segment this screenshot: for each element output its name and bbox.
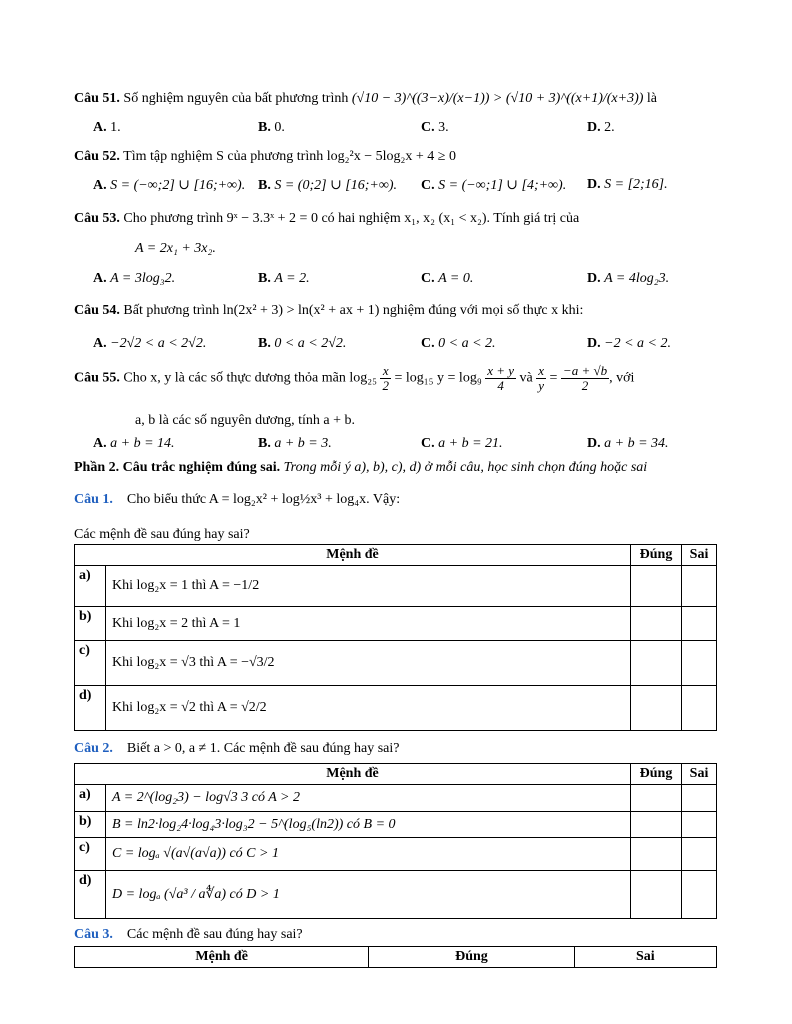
- true-cell[interactable]: [631, 566, 682, 607]
- false-cell[interactable]: [682, 607, 717, 641]
- q53-text: Cho phương trình 9ˣ − 3.3ˣ + 2 = 0 có hai nghiệm x₁, x₂ (x₁ < x₂). Tính giá trị của: [123, 211, 580, 226]
- c2-label: Câu 2.: [74, 741, 113, 756]
- c1-sub: Các mệnh đề sau đúng hay sai?: [74, 527, 250, 542]
- table-header-false: Sai: [574, 947, 716, 968]
- q55-text-b: = log₁₅ y = log₉: [394, 370, 482, 386]
- row-statement: Khi log₂x = 1 thì A = −1/2: [106, 566, 631, 607]
- table-header-false: Sai: [682, 545, 717, 566]
- q55-label: Câu 55.: [74, 370, 120, 386]
- q55-fraction-3: $\frac{x}{y}$: [538, 363, 545, 393]
- part2-title: Phần 2. Câu trắc nghiệm đúng sai.: [74, 460, 281, 475]
- row-key: d): [75, 686, 106, 731]
- q55-text-a: Cho x, y là các số thực dương thỏa mãn log₂₅: [123, 370, 377, 386]
- q55-option-c[interactable]: C. a + b = 21.: [421, 436, 503, 451]
- table-row: [75, 566, 717, 607]
- table-row: [75, 785, 717, 812]
- q51-stem: [74, 90, 657, 108]
- true-cell[interactable]: [631, 785, 682, 812]
- row-key: a): [75, 785, 106, 812]
- q52-option-d[interactable]: D. S = [2;16].: [587, 177, 668, 192]
- row-key: c): [75, 838, 106, 871]
- row-key: b): [75, 812, 106, 838]
- table-row: [75, 686, 717, 731]
- c2-text: Biết a > 0, a ≠ 1. Các mệnh đề sau đúng hay sai?: [126, 741, 400, 756]
- q54-option-c[interactable]: C. 0 < a < 2.: [421, 336, 496, 351]
- q52-text: Tìm tập nghiệm S của phương trình log₂²x − 5log₂x + 4 ≥ 0: [123, 149, 456, 164]
- table-row: [75, 641, 717, 686]
- q52-label: Câu 52.: [74, 149, 120, 164]
- row-statement: C = logₐ √(a√(a√a)) có C > 1: [106, 838, 631, 871]
- row-statement: A = 2^(log₂3) − log√3 3 có A > 2: [106, 785, 631, 812]
- c1-table: [74, 544, 717, 731]
- q55-stem: [74, 364, 634, 392]
- table-header-statement: Mệnh đề: [75, 947, 369, 968]
- q51-option-c[interactable]: C. 3.: [421, 120, 449, 135]
- q54-stem: [74, 302, 583, 320]
- c1-text: Cho biểu thức A = log₂x² + log½x³ + log₄x. Vậy:: [126, 492, 401, 507]
- row-statement: D = logₐ (√a³ / a∜a) có D > 1: [106, 871, 631, 919]
- q51-expr: (√10 − 3)^((3−x)/(x−1)) > (√10 + 3)^((x+1)/(x+3)): [351, 91, 644, 106]
- q52-stem: [74, 148, 456, 166]
- q52-option-b[interactable]: B. S = (0;2] ∪ [16;+∞).: [258, 178, 397, 193]
- false-cell[interactable]: [682, 812, 717, 838]
- q55-text-c: và: [519, 370, 533, 386]
- q54-option-a[interactable]: A. −2√2 < a < 2√2.: [93, 336, 207, 351]
- c2-table: [74, 763, 717, 919]
- q51-label: Câu 51.: [74, 91, 120, 106]
- q53-text2: A = 2x₁ + 3x₂.: [135, 241, 216, 256]
- c3-text: Các mệnh đề sau đúng hay sai?: [126, 927, 303, 942]
- c3-label: Câu 3.: [74, 927, 113, 942]
- part2-instruction: Trong mỗi ý a), b), c), d) ở mỗi câu, học sinh chọn đúng hoặc sai: [283, 460, 648, 475]
- table-row: [75, 812, 717, 838]
- row-statement: Khi log₂x = √2 thì A = √2/2: [106, 686, 631, 731]
- q55-option-d[interactable]: D. a + b = 34.: [587, 436, 669, 451]
- q51-option-b[interactable]: B. 0.: [258, 120, 285, 135]
- q54-option-d[interactable]: D. −2 < a < 2.: [587, 336, 671, 351]
- table-header-statement: Mệnh đề: [75, 764, 631, 785]
- false-cell[interactable]: [682, 566, 717, 607]
- true-cell[interactable]: [631, 871, 682, 919]
- false-cell[interactable]: [682, 838, 717, 871]
- q54-text: Bất phương trình ln(2x² + 3) > ln(x² + ax + 1) nghiệm đúng với mọi số thực x khi:: [123, 303, 584, 318]
- c2-stem: [74, 740, 399, 758]
- row-statement: Khi log₂x = √3 thì A = −√3/2: [106, 641, 631, 686]
- q55-fraction-4: $\frac{-a + √b}{2}$: [562, 363, 608, 393]
- q55-fraction-1: $\frac{x}{2}$: [382, 363, 389, 393]
- true-cell[interactable]: [631, 641, 682, 686]
- table-row: [75, 607, 717, 641]
- c1-label: Câu 1.: [74, 492, 113, 507]
- true-cell[interactable]: [631, 812, 682, 838]
- table-header-true: Đúng: [631, 764, 682, 785]
- q52-option-a[interactable]: A. S = (−∞;2] ∪ [16;+∞).: [93, 178, 246, 193]
- true-cell[interactable]: [631, 607, 682, 641]
- row-key: d): [75, 871, 106, 919]
- q51-text: Số nghiệm nguyên của bất phương trình: [123, 91, 349, 106]
- q52-option-c[interactable]: C. S = (−∞;1] ∪ [4;+∞).: [421, 178, 567, 193]
- false-cell[interactable]: [682, 871, 717, 919]
- q55-option-b[interactable]: B. a + b = 3.: [258, 436, 332, 451]
- false-cell[interactable]: [682, 686, 717, 731]
- c1-stem: [74, 491, 400, 509]
- q51-option-a[interactable]: A. 1.: [93, 120, 121, 135]
- true-cell[interactable]: [631, 686, 682, 731]
- q53-option-c[interactable]: C. A = 0.: [421, 271, 474, 286]
- row-key: b): [75, 607, 106, 641]
- q54-option-b[interactable]: B. 0 < a < 2√2.: [258, 336, 347, 351]
- table-header-true: Đúng: [631, 545, 682, 566]
- table-header-false: Sai: [682, 764, 717, 785]
- table-header-statement: Mệnh đề: [75, 545, 631, 566]
- q55-fraction-2: $\frac{x + y}{4}$: [487, 363, 515, 393]
- table-row: [75, 871, 717, 919]
- false-cell[interactable]: [682, 785, 717, 812]
- q51-option-d[interactable]: D. 2.: [587, 120, 615, 135]
- row-key: c): [75, 641, 106, 686]
- c3-table: [74, 946, 717, 968]
- row-statement: Khi log₂x = 2 thì A = 1: [106, 607, 631, 641]
- c3-stem: [74, 926, 303, 944]
- q55-text2: a, b là các số nguyên dương, tính a + b.: [135, 413, 356, 428]
- q54-label: Câu 54.: [74, 303, 120, 318]
- table-header-true: Đúng: [369, 947, 574, 968]
- q51-suffix: là: [646, 91, 658, 106]
- q53-option-d[interactable]: D. A = 4log₂3.: [587, 271, 670, 286]
- table-row: [75, 838, 717, 871]
- q53-label: Câu 53.: [74, 211, 120, 226]
- false-cell[interactable]: [682, 641, 717, 686]
- q55-text-d: =: [549, 370, 558, 386]
- q55-option-a[interactable]: A. a + b = 14.: [93, 436, 175, 451]
- row-statement: B = ln2·log₂4·log₄3·log₃2 − 5^(log₅(ln2)) có B = 0: [106, 812, 631, 838]
- q53-stem: [74, 210, 579, 228]
- true-cell[interactable]: [631, 838, 682, 871]
- q53-option-a[interactable]: A. A = 3log₃2.: [93, 271, 176, 286]
- part2-heading: [74, 459, 647, 477]
- row-key: a): [75, 566, 106, 607]
- q55-text-e: , với: [609, 370, 635, 386]
- q53-option-b[interactable]: B. A = 2.: [258, 271, 310, 286]
